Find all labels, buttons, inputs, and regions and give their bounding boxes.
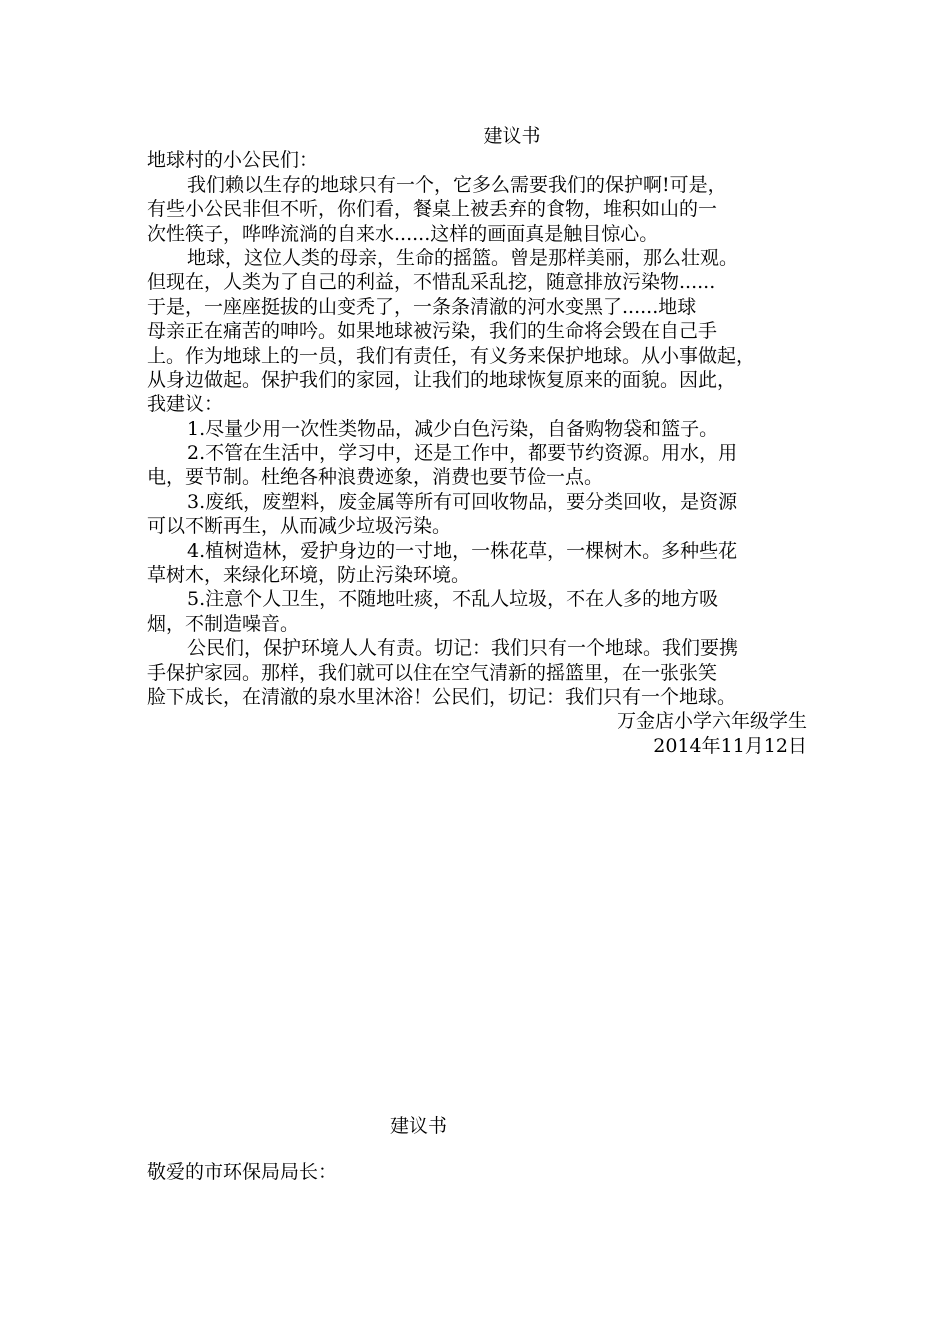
letter-1-title: 建议书 (483, 125, 541, 147)
paragraph-line: 于是，一座座挺拔的山变秃了，一条条清澈的河水变黑了......地球 (147, 295, 697, 318)
paragraph-line: 次性筷子，哗哗流淌的自来水......这样的画面真是触目惊心。 (147, 222, 659, 245)
suggestion-item-2: 2.不管在生活中，学习中，还是工作中，都要节约资源。用水，用 (187, 442, 738, 465)
paragraph-line: 上。作为地球上的一员，我们有责任，有义务来保护地球。从小事做起， (147, 344, 756, 367)
letter-1-date: 2014年11月12日 (653, 734, 807, 757)
letter-1-signature: 万金店小学六年级学生 (616, 710, 807, 733)
paragraph-line: 脸下成长，在清澈的泉水里沐浴！公民们，切记：我们只有一个地球。 (147, 685, 737, 708)
paragraph-line: 公民们，保护环境人人有责。切记：我们只有一个地球。我们要携 (187, 637, 739, 660)
paragraph-line: 从身边做起。保护我们的家园，让我们的地球恢复原来的面貌。因此， (147, 368, 737, 391)
paragraph-line: 母亲正在痛苦的呻吟。如果地球被污染，我们的生命将会毁在自己手 (147, 320, 718, 343)
paragraph-line: 地球，这位人类的母亲，生命的摇篮。曾是那样美丽，那么壮观。 (187, 246, 739, 269)
suggestion-item-1: 1.尽量少用一次性类物品，减少白色污染，自备购物袋和篮子。 (187, 417, 719, 440)
suggestion-item-5: 5.注意个人卫生，不随地吐痰，不乱人垃圾，不在人多的地方吸 (187, 588, 719, 611)
suggestion-item-5-cont: 烟，不制造噪音。 (147, 612, 300, 635)
letter-1-salutation: 地球村的小公民们： (147, 149, 319, 172)
letter-1 (147, 124, 807, 758)
suggestion-item-2-cont: 电，要节制。杜绝各种浪费迹象，消费也要节俭一点。 (147, 466, 604, 489)
suggestion-item-4-cont: 草树木，来绿化环境，防止污染环境。 (147, 564, 471, 587)
letter-2-salutation: 敬爱的市环保局局长： (147, 1161, 338, 1183)
paragraph-line: 但现在，人类为了自己的利益，不惜乱采乱挖，随意排放污染物...... (147, 271, 716, 294)
suggestion-item-3: 3.废纸，废塑料，废金属等所有可回收物品，要分类回收，是资源 (187, 490, 738, 513)
paragraph-line: 我建议： (147, 393, 224, 416)
letter-2-title: 建议书 (390, 1115, 448, 1137)
paragraph-line: 手保护家园。那样，我们就可以住在空气清新的摇篮里，在一张张笑 (147, 661, 718, 684)
suggestion-item-4: 4.植树造林，爱护身边的一寸地，一株花草，一棵树木。多种些花 (187, 539, 738, 562)
paragraph-line: 有些小公民非但不听，你们看，餐桌上被丢弃的食物，堆积如山的一 (147, 198, 718, 221)
paragraph-line: 我们赖以生存的地球只有一个，它多么需要我们的保护啊!可是， (187, 173, 727, 196)
suggestion-item-3-cont: 可以不断再生，从而减少垃圾污染。 (147, 515, 452, 538)
